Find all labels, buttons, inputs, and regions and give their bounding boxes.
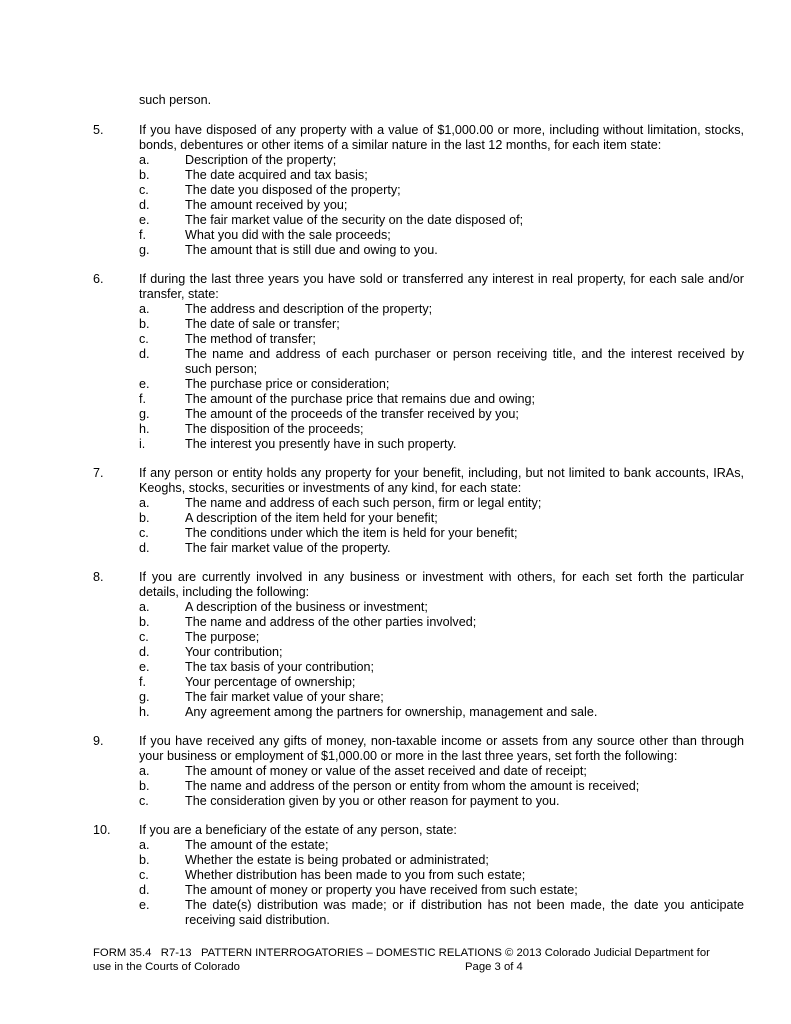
sub-item-letter: f. bbox=[139, 228, 146, 242]
sub-item-text: The amount of money or property you have received from such estate; bbox=[185, 883, 578, 897]
sub-item bbox=[139, 332, 744, 347]
sub-item-text: The amount of the proceeds of the transfer received by you; bbox=[185, 407, 519, 421]
sub-item bbox=[139, 198, 744, 213]
sub-item-text: The amount that is still due and owing to you. bbox=[185, 243, 438, 257]
sub-item-text: The tax basis of your contribution; bbox=[185, 660, 375, 674]
sub-item bbox=[139, 526, 744, 541]
interrogatory-10 bbox=[93, 823, 744, 928]
sub-item bbox=[139, 883, 744, 898]
sub-item bbox=[139, 183, 744, 198]
sub-item-letter: g. bbox=[139, 243, 150, 257]
sub-item-text: The date of sale or transfer; bbox=[185, 317, 340, 331]
sub-item bbox=[139, 660, 744, 675]
sub-item-letter: f. bbox=[139, 675, 146, 689]
sub-item-text: The amount of money or value of the asset received and date of receipt; bbox=[185, 764, 587, 778]
sub-item bbox=[139, 615, 744, 630]
question-body bbox=[139, 823, 744, 928]
sub-item-text: The interest you presently have in such property. bbox=[185, 437, 457, 451]
sub-item-text: The date you disposed of the property; bbox=[185, 183, 401, 197]
sub-item bbox=[139, 838, 744, 853]
interrogatory-7 bbox=[93, 466, 744, 556]
sub-item-letter: g. bbox=[139, 407, 150, 421]
sub-item-letter: b. bbox=[139, 779, 150, 793]
sub-item-text: The name and address of each purchaser or person receiving title, and the interest received by such person; bbox=[185, 347, 744, 376]
sub-item bbox=[139, 705, 744, 720]
sub-item bbox=[139, 437, 744, 452]
page-number: Page 3 of 4 bbox=[465, 961, 523, 973]
sub-item-letter: d. bbox=[139, 541, 150, 555]
question-text: If you are currently involved in any business or investment with others, for each set forth the particular details, including the following: bbox=[139, 570, 744, 599]
sub-item-text: The amount of the purchase price that remains due and owing; bbox=[185, 392, 536, 406]
sub-item bbox=[139, 690, 744, 705]
sub-item-text: The name and address of the person or entity from whom the amount is received; bbox=[185, 779, 640, 793]
question-body bbox=[139, 734, 744, 809]
sub-item bbox=[139, 422, 744, 437]
sub-item bbox=[139, 407, 744, 422]
sub-item-letter: c. bbox=[139, 526, 149, 540]
question-number: 6. bbox=[93, 272, 104, 286]
sub-item bbox=[139, 853, 744, 868]
sub-item-text: The conditions under which the item is held for your benefit; bbox=[185, 526, 518, 540]
sub-item-letter: c. bbox=[139, 332, 149, 346]
sub-item-letter: e. bbox=[139, 898, 150, 912]
sub-item-text: Any agreement among the partners for ownership, management and sale. bbox=[185, 705, 598, 719]
sub-item-letter: d. bbox=[139, 645, 150, 659]
sub-item-text: The amount of the estate; bbox=[185, 838, 329, 852]
document-body bbox=[93, 93, 744, 928]
question-number: 5. bbox=[93, 123, 104, 137]
sub-item-letter: h. bbox=[139, 705, 150, 719]
sub-item-letter: e. bbox=[139, 213, 150, 227]
sub-item bbox=[139, 302, 744, 317]
page-footer bbox=[93, 946, 744, 974]
question-number: 10. bbox=[93, 823, 111, 837]
interrogatory-6 bbox=[93, 272, 744, 452]
sub-item-letter: b. bbox=[139, 317, 150, 331]
sub-item bbox=[139, 794, 744, 809]
sub-item-text: Your percentage of ownership; bbox=[185, 675, 356, 689]
footer-courts-line: use in the Courts of Colorado bbox=[93, 961, 240, 973]
sub-item-text: A description of the item held for your benefit; bbox=[185, 511, 438, 525]
sub-item bbox=[139, 600, 744, 615]
sub-item bbox=[139, 511, 744, 526]
sub-item-letter: i. bbox=[139, 437, 146, 451]
interrogatory-5 bbox=[93, 123, 744, 258]
sub-item-text: The method of transfer; bbox=[185, 332, 316, 346]
sub-item bbox=[139, 228, 744, 243]
question-text: If any person or entity holds any property for your benefit, including, but not limited to bank accounts, IRAs, Keoghs, stocks, securities or investments of any kind, for each state: bbox=[139, 466, 744, 495]
question-text: If during the last three years you have sold or transferred any interest in real property, for each sale and/or transfer, state: bbox=[139, 272, 744, 301]
question-number: 9. bbox=[93, 734, 104, 748]
sub-item-text: The consideration given by you or other reason for payment to you. bbox=[185, 794, 560, 808]
question-number: 8. bbox=[93, 570, 104, 584]
sub-item-text: The address and description of the property; bbox=[185, 302, 433, 316]
interrogatory-8 bbox=[93, 570, 744, 720]
sub-item-text: The purchase price or consideration; bbox=[185, 377, 390, 391]
sub-item-text: The fair market value of the property. bbox=[185, 541, 391, 555]
sub-item-letter: a. bbox=[139, 838, 150, 852]
sub-item-letter: b. bbox=[139, 853, 150, 867]
sub-item-letter: g. bbox=[139, 690, 150, 704]
continuation-text: such person. bbox=[139, 93, 212, 107]
sub-item-letter: a. bbox=[139, 764, 150, 778]
question-text: If you have received any gifts of money, non-taxable income or assets from any source other than through your business or employment of $1,000.00 or more in the last three years, set forth the following: bbox=[139, 734, 744, 763]
sub-item-letter: c. bbox=[139, 630, 149, 644]
sub-item-letter: h. bbox=[139, 422, 150, 436]
sub-item bbox=[139, 541, 744, 556]
sub-item-text: Description of the property; bbox=[185, 153, 337, 167]
sub-item bbox=[139, 898, 744, 928]
question-text: If you have disposed of any property with a value of $1,000.00 or more, including without limitation, stocks, bonds, debentures or other items of a similar nature in the last 12 months, for each item state: bbox=[139, 123, 744, 152]
sub-item-text: The purpose; bbox=[185, 630, 260, 644]
sub-item bbox=[139, 675, 744, 690]
question-body bbox=[139, 123, 744, 258]
sub-item-letter: e. bbox=[139, 660, 150, 674]
sub-item-letter: a. bbox=[139, 600, 150, 614]
question-number: 7. bbox=[93, 466, 104, 480]
sub-item-letter: d. bbox=[139, 198, 150, 212]
sub-item bbox=[139, 347, 744, 377]
sub-item bbox=[139, 213, 744, 228]
sub-item-text: The name and address of the other parties involved; bbox=[185, 615, 477, 629]
sub-item-letter: d. bbox=[139, 347, 150, 361]
sub-item-text: A description of the business or investment; bbox=[185, 600, 428, 614]
question-text: If you are a beneficiary of the estate of any person, state: bbox=[139, 823, 457, 837]
sub-item-text: Whether distribution has been made to you from such estate; bbox=[185, 868, 526, 882]
sub-item bbox=[139, 168, 744, 183]
sub-item-letter: b. bbox=[139, 168, 150, 182]
sub-item-text: Your contribution; bbox=[185, 645, 283, 659]
sub-item-letter: a. bbox=[139, 302, 150, 316]
sub-item-text: The disposition of the proceeds; bbox=[185, 422, 364, 436]
interrogatory-list bbox=[93, 123, 744, 928]
sub-item-text: The date(s) distribution was made; or if distribution has not been made, the date you anticipate receiving said distribution. bbox=[185, 898, 744, 927]
sub-item bbox=[139, 243, 744, 258]
interrogatory-9 bbox=[93, 734, 744, 809]
sub-item-letter: c. bbox=[139, 183, 149, 197]
sub-item bbox=[139, 392, 744, 407]
sub-item bbox=[139, 496, 744, 511]
sub-item-letter: c. bbox=[139, 794, 149, 808]
sub-item bbox=[139, 779, 744, 794]
sub-item bbox=[139, 868, 744, 883]
sub-item-letter: b. bbox=[139, 615, 150, 629]
sub-item-text: The fair market value of the security on the date disposed of; bbox=[185, 213, 524, 227]
sub-item bbox=[139, 630, 744, 645]
sub-item-letter: d. bbox=[139, 883, 150, 897]
sub-item-letter: c. bbox=[139, 868, 149, 882]
question-body bbox=[139, 272, 744, 452]
sub-item-text: The date acquired and tax basis; bbox=[185, 168, 368, 182]
question-body bbox=[139, 466, 744, 556]
sub-item-letter: e. bbox=[139, 377, 150, 391]
footer-form-line: FORM 35.4 R7-13 PATTERN INTERROGATORIES – DOMESTIC RELATIONS © 2013 Colorado Judicial Department for bbox=[93, 947, 710, 959]
sub-item bbox=[139, 317, 744, 332]
sub-item-letter: a. bbox=[139, 496, 150, 510]
sub-item bbox=[139, 153, 744, 168]
sub-item-letter: b. bbox=[139, 511, 150, 525]
sub-item-text: The name and address of each such person, firm or legal entity; bbox=[185, 496, 542, 510]
sub-item-text: The fair market value of your share; bbox=[185, 690, 384, 704]
sub-item bbox=[139, 377, 744, 392]
sub-item bbox=[139, 764, 744, 779]
sub-item bbox=[139, 645, 744, 660]
question-body bbox=[139, 570, 744, 720]
sub-item-letter: a. bbox=[139, 153, 150, 167]
sub-item-text: Whether the estate is being probated or administrated; bbox=[185, 853, 489, 867]
sub-item-text: What you did with the sale proceeds; bbox=[185, 228, 391, 242]
sub-item-text: The amount received by you; bbox=[185, 198, 348, 212]
sub-item-letter: f. bbox=[139, 392, 146, 406]
